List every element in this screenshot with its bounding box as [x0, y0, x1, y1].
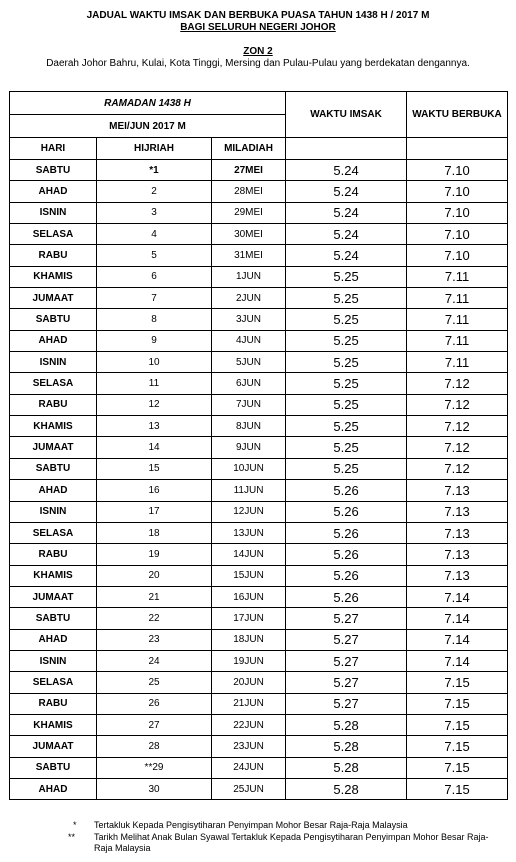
col-header-hijriah: HIJRIAH: [97, 138, 212, 160]
miladiah-cell: 20JUN: [212, 672, 286, 693]
table-row: [10, 394, 508, 415]
miladiah-cell: 3JUN: [212, 309, 286, 330]
table-row: [10, 458, 508, 479]
hijriah-cell: 16: [97, 480, 212, 501]
miladiah-cell: 18JUN: [212, 629, 286, 650]
hari-cell: SELASA: [10, 373, 97, 394]
miladiah-cell: 11JUN: [212, 480, 286, 501]
table-row: [10, 522, 508, 543]
hijriah-cell: 12: [97, 394, 212, 415]
table-row: [10, 437, 508, 458]
imsak-time-cell: 5.26: [286, 565, 407, 586]
table-row: [10, 266, 508, 287]
berbuka-time-cell: 7.12: [407, 394, 508, 415]
hari-cell: JUMAAT: [10, 586, 97, 607]
hari-cell: RABU: [10, 394, 97, 415]
hijriah-cell: 3: [97, 202, 212, 223]
hijriah-cell: 18: [97, 522, 212, 543]
hijriah-cell: 28: [97, 736, 212, 757]
imsak-time-cell: 5.27: [286, 693, 407, 714]
hari-cell: AHAD: [10, 629, 97, 650]
imsak-time-cell: 5.25: [286, 352, 407, 373]
hari-cell: RABU: [10, 544, 97, 565]
miladiah-cell: 25JUN: [212, 778, 286, 799]
miladiah-cell: 16JUN: [212, 586, 286, 607]
hijriah-cell: *1: [97, 160, 212, 181]
hijriah-cell: 7: [97, 288, 212, 309]
hari-cell: AHAD: [10, 480, 97, 501]
hijriah-cell: 11: [97, 373, 212, 394]
berbuka-time-cell: 7.10: [407, 202, 508, 223]
hari-cell: RABU: [10, 245, 97, 266]
imsak-time-cell: 5.25: [286, 309, 407, 330]
table-row: [10, 245, 508, 266]
hijriah-cell: 10: [97, 352, 212, 373]
berbuka-time-cell: 7.15: [407, 693, 508, 714]
berbuka-time-cell: 7.10: [407, 160, 508, 181]
miladiah-cell: 7JUN: [212, 394, 286, 415]
table-row: [10, 160, 508, 181]
table-row: [10, 352, 508, 373]
imsak-time-cell: 5.26: [286, 501, 407, 522]
berbuka-time-cell: 7.11: [407, 266, 508, 287]
hijriah-cell: 2: [97, 181, 212, 202]
footnote-2-text: Tarikh Melihat Anak Bulan Syawal Tertakluk Kepada Pengisytiharan Penyimpan Mohor Besar Raja-Raja Malaysia: [94, 832, 489, 853]
hijriah-cell: 15: [97, 458, 212, 479]
miladiah-cell: 28MEI: [212, 181, 286, 202]
footnote-1-mark: *: [73, 820, 77, 830]
col-header-miladiah: MILADIAH: [212, 138, 286, 160]
ramadan-label: RAMADAN 1438 H: [10, 92, 286, 115]
imsak-time-cell: 5.28: [286, 714, 407, 735]
berbuka-time-cell: 7.15: [407, 778, 508, 799]
table-row: [10, 672, 508, 693]
miladiah-cell: 17JUN: [212, 608, 286, 629]
hari-cell: JUMAAT: [10, 437, 97, 458]
hari-cell: KHAMIS: [10, 266, 97, 287]
berbuka-time-cell: 7.11: [407, 309, 508, 330]
hari-cell: AHAD: [10, 181, 97, 202]
imsak-time-cell: 5.25: [286, 416, 407, 437]
table-row: [10, 736, 508, 757]
hari-cell: SABTU: [10, 309, 97, 330]
miladiah-cell: 5JUN: [212, 352, 286, 373]
hari-cell: SABTU: [10, 608, 97, 629]
berbuka-time-cell: 7.14: [407, 608, 508, 629]
hijriah-cell: 17: [97, 501, 212, 522]
hari-cell: ISNIN: [10, 501, 97, 522]
table-row: [10, 650, 508, 671]
miladiah-cell: 24JUN: [212, 757, 286, 778]
miladiah-cell: 10JUN: [212, 458, 286, 479]
berbuka-time-cell: 7.13: [407, 565, 508, 586]
berbuka-time-cell: 7.10: [407, 224, 508, 245]
hari-cell: SABTU: [10, 458, 97, 479]
table-row: [10, 202, 508, 223]
hijriah-cell: 19: [97, 544, 212, 565]
hijriah-cell: 22: [97, 608, 212, 629]
table-row: [10, 693, 508, 714]
imsak-time-cell: 5.26: [286, 522, 407, 543]
hijriah-cell: 30: [97, 778, 212, 799]
hari-cell: JUMAAT: [10, 736, 97, 757]
berbuka-time-cell: 7.11: [407, 352, 508, 373]
zone-areas: Daerah Johor Bahru, Kulai, Kota Tinggi, Mersing dan Pulau-Pulau yang berdekatan dengannya.: [46, 58, 470, 69]
table-row: [10, 629, 508, 650]
miladiah-cell: 6JUN: [212, 373, 286, 394]
imsak-time-cell: 5.25: [286, 288, 407, 309]
hari-cell: AHAD: [10, 778, 97, 799]
document-subtitle: BAGI SELURUH NEGERI JOHOR: [180, 22, 336, 33]
hijriah-cell: 20: [97, 565, 212, 586]
col-header-blank-berbuka: [407, 138, 508, 160]
table-row: [10, 416, 508, 437]
hijriah-cell: 21: [97, 586, 212, 607]
hijriah-cell: 4: [97, 224, 212, 245]
table-row: [10, 224, 508, 245]
miladiah-cell: 23JUN: [212, 736, 286, 757]
hijriah-cell: 8: [97, 309, 212, 330]
miladiah-cell: 15JUN: [212, 565, 286, 586]
hari-cell: SELASA: [10, 224, 97, 245]
miladiah-cell: 30MEI: [212, 224, 286, 245]
imsak-time-cell: 5.24: [286, 224, 407, 245]
table-row: [10, 608, 508, 629]
hari-cell: KHAMIS: [10, 565, 97, 586]
timetable-body: [10, 160, 508, 800]
imsak-time-cell: 5.27: [286, 672, 407, 693]
imsak-time-cell: 5.25: [286, 394, 407, 415]
berbuka-time-cell: 7.12: [407, 437, 508, 458]
miladiah-cell: 2JUN: [212, 288, 286, 309]
hijriah-cell: 27: [97, 714, 212, 735]
imsak-time-cell: 5.26: [286, 586, 407, 607]
miladiah-cell: 1JUN: [212, 266, 286, 287]
berbuka-time-cell: 7.14: [407, 586, 508, 607]
miladiah-cell: 9JUN: [212, 437, 286, 458]
imsak-time-cell: 5.27: [286, 629, 407, 650]
footnote-1-text: Tertakluk Kepada Pengisytiharan Penyimpan Mohor Besar Raja-Raja Malaysia: [94, 820, 408, 830]
berbuka-time-cell: 7.12: [407, 458, 508, 479]
berbuka-time-cell: 7.15: [407, 757, 508, 778]
imsak-time-cell: 5.25: [286, 330, 407, 351]
hari-cell: SELASA: [10, 522, 97, 543]
table-row: [10, 181, 508, 202]
hari-cell: KHAMIS: [10, 714, 97, 735]
berbuka-time-cell: 7.14: [407, 629, 508, 650]
table-row: [10, 330, 508, 351]
miladiah-cell: 21JUN: [212, 693, 286, 714]
hari-cell: SELASA: [10, 672, 97, 693]
hari-cell: KHAMIS: [10, 416, 97, 437]
imsak-time-cell: 5.26: [286, 544, 407, 565]
berbuka-time-cell: 7.15: [407, 672, 508, 693]
hari-cell: RABU: [10, 693, 97, 714]
table-row: [10, 565, 508, 586]
berbuka-time-cell: 7.13: [407, 480, 508, 501]
imsak-time-cell: 5.24: [286, 245, 407, 266]
hari-cell: AHAD: [10, 330, 97, 351]
miladiah-cell: 29MEI: [212, 202, 286, 223]
col-header-hari: HARI: [10, 138, 97, 160]
hijriah-cell: 25: [97, 672, 212, 693]
hari-cell: JUMAAT: [10, 288, 97, 309]
zone-label: ZON 2: [243, 46, 273, 57]
hijriah-cell: 9: [97, 330, 212, 351]
hari-cell: ISNIN: [10, 650, 97, 671]
col-header-blank-imsak: [286, 138, 407, 160]
table-row: [10, 501, 508, 522]
table-row: [10, 714, 508, 735]
imsak-time-cell: 5.25: [286, 458, 407, 479]
table-row: [10, 778, 508, 799]
miladiah-cell: 8JUN: [212, 416, 286, 437]
imsak-time-cell: 5.24: [286, 202, 407, 223]
footnote-2-mark: **: [68, 832, 76, 842]
miladiah-cell: 19JUN: [212, 650, 286, 671]
hijriah-cell: 5: [97, 245, 212, 266]
miladiah-cell: 13JUN: [212, 522, 286, 543]
imsak-time-cell: 5.25: [286, 266, 407, 287]
miladiah-cell: 22JUN: [212, 714, 286, 735]
month-label: MEI/JUN 2017 M: [10, 115, 286, 138]
imsak-time-cell: 5.28: [286, 736, 407, 757]
miladiah-cell: 27MEI: [212, 160, 286, 181]
imsak-time-cell: 5.24: [286, 160, 407, 181]
table-row: [10, 309, 508, 330]
hari-cell: SABTU: [10, 757, 97, 778]
hari-cell: ISNIN: [10, 352, 97, 373]
imsak-time-cell: 5.27: [286, 608, 407, 629]
document-title: JADUAL WAKTU IMSAK DAN BERBUKA PUASA TAHUN 1438 H / 2017 M: [86, 10, 430, 21]
berbuka-time-cell: 7.12: [407, 373, 508, 394]
berbuka-time-cell: 7.11: [407, 288, 508, 309]
table-row: [10, 757, 508, 778]
table-row: [10, 586, 508, 607]
imsak-time-cell: 5.25: [286, 373, 407, 394]
berbuka-time-cell: 7.13: [407, 522, 508, 543]
berbuka-time-cell: 7.12: [407, 416, 508, 437]
table-row: [10, 373, 508, 394]
berbuka-time-cell: 7.11: [407, 330, 508, 351]
berbuka-time-cell: 7.15: [407, 736, 508, 757]
table-row: [10, 480, 508, 501]
hijriah-cell: **29: [97, 757, 212, 778]
berbuka-time-cell: 7.13: [407, 501, 508, 522]
berbuka-time-cell: 7.15: [407, 714, 508, 735]
timetable: [9, 91, 508, 800]
imsak-time-cell: 5.27: [286, 650, 407, 671]
hijriah-cell: 14: [97, 437, 212, 458]
hijriah-cell: 24: [97, 650, 212, 671]
table-row: [10, 544, 508, 565]
table-row: [10, 288, 508, 309]
berbuka-time-cell: 7.14: [407, 650, 508, 671]
miladiah-cell: 12JUN: [212, 501, 286, 522]
hijriah-cell: 23: [97, 629, 212, 650]
imsak-time-cell: 5.28: [286, 757, 407, 778]
miladiah-cell: 4JUN: [212, 330, 286, 351]
miladiah-cell: 31MEI: [212, 245, 286, 266]
hijriah-cell: 6: [97, 266, 212, 287]
imsak-time-cell: 5.25: [286, 437, 407, 458]
berbuka-time-cell: 7.10: [407, 181, 508, 202]
miladiah-cell: 14JUN: [212, 544, 286, 565]
col-header-berbuka: WAKTU BERBUKA: [407, 92, 508, 138]
berbuka-time-cell: 7.13: [407, 544, 508, 565]
col-header-imsak: WAKTU IMSAK: [286, 92, 407, 138]
hari-cell: SABTU: [10, 160, 97, 181]
imsak-time-cell: 5.26: [286, 480, 407, 501]
berbuka-time-cell: 7.10: [407, 245, 508, 266]
hijriah-cell: 26: [97, 693, 212, 714]
hari-cell: ISNIN: [10, 202, 97, 223]
hijriah-cell: 13: [97, 416, 212, 437]
imsak-time-cell: 5.24: [286, 181, 407, 202]
imsak-time-cell: 5.28: [286, 778, 407, 799]
